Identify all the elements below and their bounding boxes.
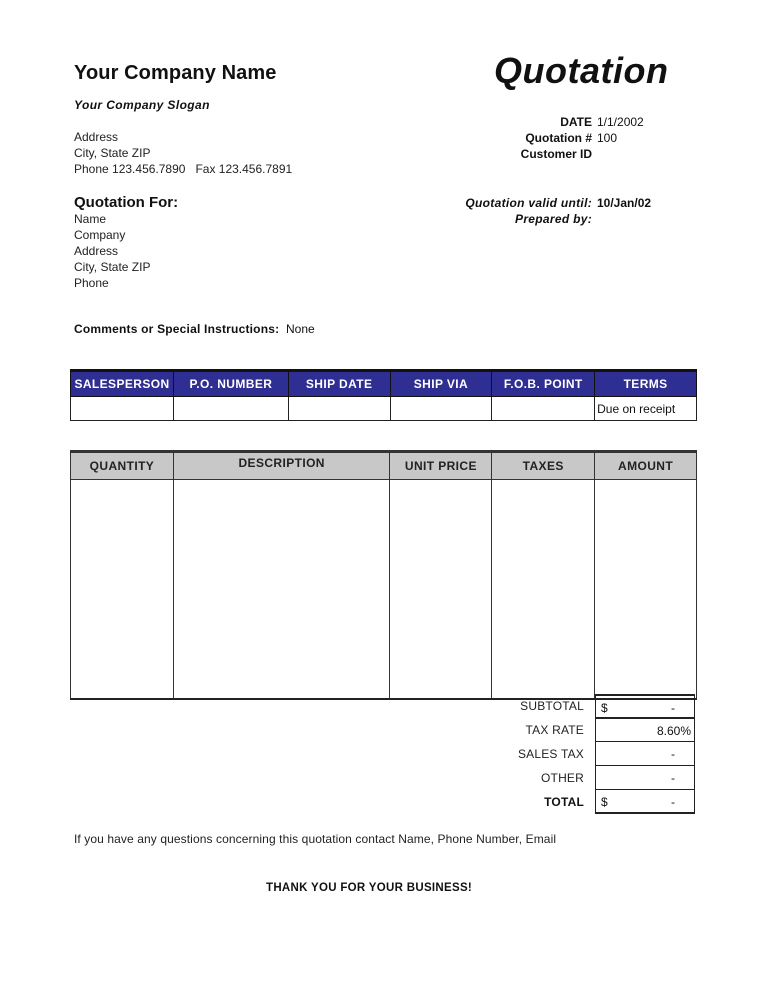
company-phone-fax: Phone 123.456.7890 Fax 123.456.7891	[74, 162, 293, 176]
tax-rate-value[interactable]: 8.60%	[656, 724, 691, 738]
sales-tax-box	[595, 742, 695, 766]
meta-valid-until-row	[0, 195, 768, 211]
quotation-number-label: Quotation #	[525, 131, 592, 145]
subtotal-currency: $	[601, 701, 608, 715]
sales-tax-row	[0, 742, 768, 766]
description-cell[interactable]	[173, 480, 390, 700]
meta-customer-id-row	[0, 146, 768, 162]
po-number-cell[interactable]	[173, 397, 288, 421]
items-header-row	[71, 452, 697, 480]
line-items-table	[70, 450, 697, 700]
col-po-number: P.O. NUMBER	[173, 371, 288, 397]
company-address: Address	[74, 130, 119, 144]
ship-date-cell[interactable]	[288, 397, 390, 421]
shipping-header-row	[71, 371, 697, 397]
subtotal-value: -	[671, 701, 675, 715]
other-value[interactable]: -	[671, 771, 675, 785]
salesperson-cell[interactable]	[71, 397, 174, 421]
quantity-cell[interactable]	[71, 480, 174, 700]
company-name: Your Company Name	[74, 62, 277, 84]
client-phone: Phone	[74, 276, 109, 290]
total-currency: $	[601, 795, 608, 809]
col-unit-price: UNIT PRICE	[390, 452, 492, 480]
amount-cell[interactable]	[595, 480, 697, 700]
total-value: -	[671, 795, 675, 809]
shipping-table	[70, 369, 697, 421]
comments-line	[74, 322, 315, 336]
quotation-for-title: Quotation For:	[74, 194, 179, 211]
tax-rate-row	[0, 718, 768, 742]
col-description: DESCRIPTION	[173, 452, 390, 480]
client-city-state-zip: City, State ZIP	[74, 260, 151, 274]
client-address: Address	[74, 244, 119, 258]
col-taxes: TAXES	[492, 452, 595, 480]
prepared-by-label: Prepared by:	[515, 212, 592, 226]
col-salesperson: SALESPERSON	[71, 371, 174, 397]
subtotal-box	[595, 694, 695, 718]
valid-until-value: 10/Jan/02	[597, 196, 652, 210]
comments-label: Comments or Special Instructions:	[74, 322, 280, 336]
fob-point-cell[interactable]	[492, 397, 595, 421]
total-label: TOTAL	[544, 795, 584, 809]
taxes-cell[interactable]	[492, 480, 595, 700]
customer-id-label: Customer ID	[520, 147, 592, 161]
shipping-row	[71, 397, 697, 421]
col-fob-point: F.O.B. POINT	[492, 371, 595, 397]
meta-quotation-number-row	[0, 130, 768, 146]
client-company: Company	[74, 228, 126, 242]
ship-via-cell[interactable]	[390, 397, 492, 421]
subtotal-label: SUBTOTAL	[520, 699, 584, 713]
unit-price-cell[interactable]	[390, 480, 492, 700]
col-ship-date: SHIP DATE	[288, 371, 390, 397]
document-title: Quotation	[494, 50, 669, 91]
meta-date-row	[0, 114, 768, 130]
items-body-row	[71, 480, 697, 700]
meta-prepared-by-row	[0, 211, 768, 227]
company-city-state-zip: City, State ZIP	[74, 146, 151, 160]
sales-tax-value: -	[671, 747, 675, 761]
other-box	[595, 766, 695, 790]
tax-rate-box	[595, 718, 695, 742]
tax-rate-label: TAX RATE	[525, 723, 584, 737]
col-terms: TERMS	[595, 371, 697, 397]
client-name: Name	[74, 212, 107, 226]
subtotal-row	[0, 694, 768, 718]
other-row	[0, 766, 768, 790]
total-box	[595, 790, 695, 814]
terms-cell[interactable]: Due on receipt	[595, 397, 697, 421]
col-quantity: QUANTITY	[71, 452, 174, 480]
valid-until-label: Quotation valid until:	[465, 196, 592, 210]
date-label: DATE	[560, 115, 592, 129]
other-label: OTHER	[541, 771, 584, 785]
sales-tax-label: SALES TAX	[517, 747, 584, 761]
comments-value: None	[285, 322, 315, 336]
date-value: 1/1/2002	[597, 115, 644, 129]
contact-note: If you have any questions concerning this quotation contact Name, Phone Number, Email	[74, 832, 557, 846]
col-ship-via: SHIP VIA	[390, 371, 492, 397]
col-amount: AMOUNT	[595, 452, 697, 480]
company-slogan: Your Company Slogan	[74, 98, 210, 112]
quotation-number-value: 100	[597, 131, 618, 145]
total-row	[0, 790, 768, 814]
thank-you-note: THANK YOU FOR YOUR BUSINESS!	[266, 882, 473, 894]
